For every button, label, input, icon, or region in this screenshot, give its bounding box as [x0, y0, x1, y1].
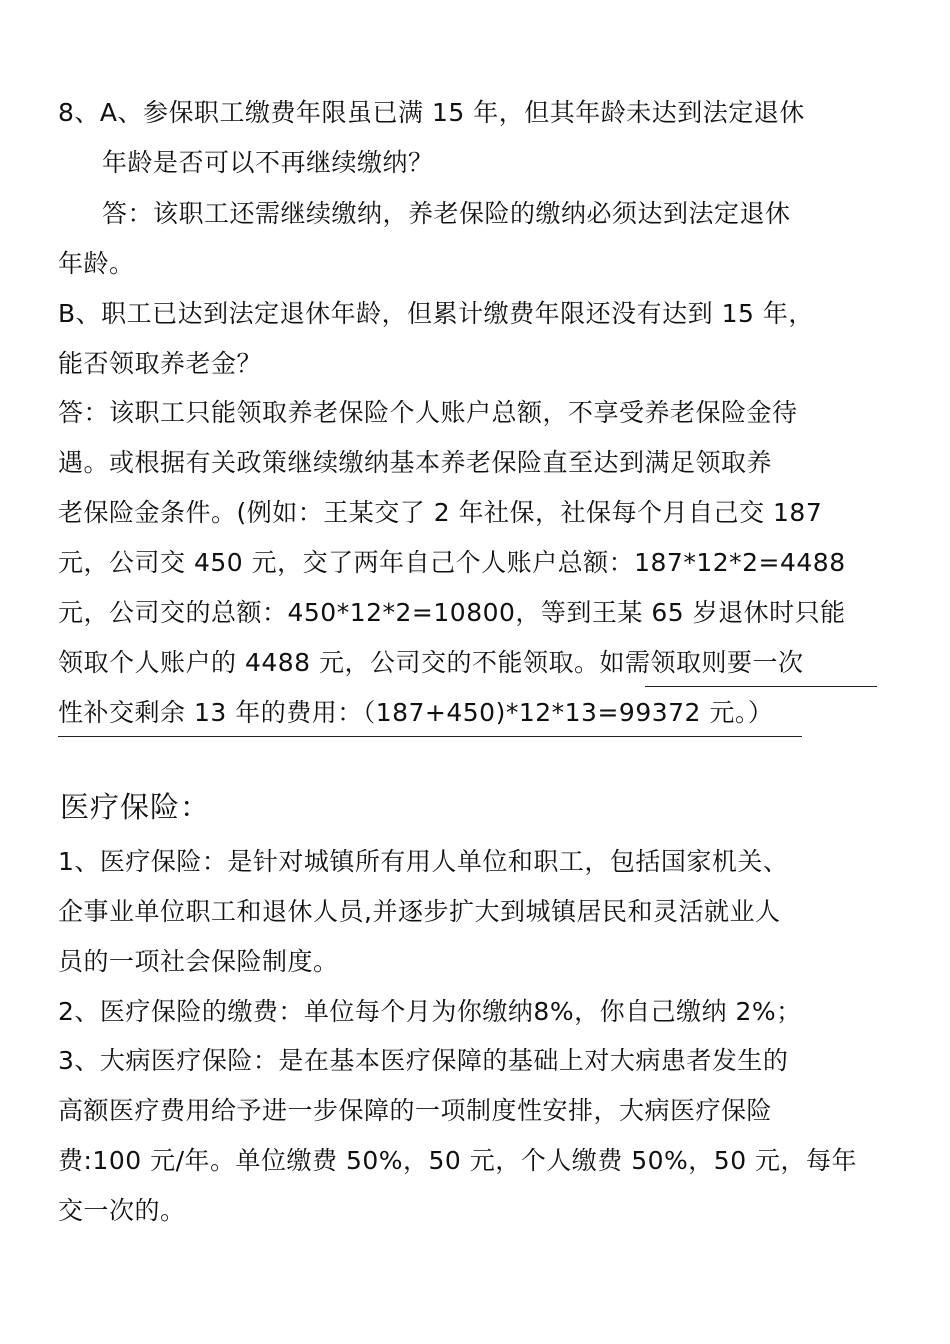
question-8a-line-1: 8、A、参保职工缴费年限虽已满 15 年，但其年龄未达到法定退休: [58, 98, 805, 127]
medical-item-3-line-4: 交一次的。: [58, 1196, 186, 1225]
answer-8b-line-3: 老保险金条件。(例如：王某交了 2 年社保，社保每个月自己交 187: [58, 498, 823, 527]
underline-segment-1: [645, 686, 877, 687]
medical-item-1-line-2: 企事业单位职工和退休人员,并逐步扩大到城镇居民和灵活就业人: [58, 897, 781, 926]
answer-8b-line-7: 性补交剩余 13 年的费用：（187+450)*12*13=99372 元。）: [58, 698, 774, 727]
question-8b-line-2: 能否领取养老金？: [58, 349, 263, 378]
underline-segment-2: [58, 736, 802, 737]
medical-item-3-line-1: 3、大病医疗保险：是在基本医疗保障的基础上对大病患者发生的: [58, 1046, 789, 1075]
question-8a-line-2: 年龄是否可以不再继续缴纳？: [102, 148, 434, 177]
medical-item-3-line-2: 高额医疗费用给予进一步保障的一项制度性安排，大病医疗保险: [58, 1096, 773, 1125]
answer-8b-line-5: 元，公司交的总额：450*12*2=10800，等到王某 65 岁退休时只能: [58, 598, 846, 627]
medical-item-1-line-1: 1、医疗保险：是针对城镇所有用人单位和职工，包括国家机关、: [58, 847, 789, 876]
question-8b-line-1: B、职工已达到法定退休年龄，但累计缴费年限还没有达到 15 年，: [58, 299, 814, 328]
medical-insurance-heading: 医疗保险：: [60, 790, 211, 824]
answer-8b-line-6: 领取个人账户的 4488 元，公司交的不能领取。如需领取则要一次: [58, 648, 804, 677]
answer-8b-line-1: 答：该职工只能领取养老保险个人账户总额，不享受养老保险金待: [58, 398, 798, 427]
medical-item-3-line-3: 费:100 元/年。单位缴费 50%，50 元，个人缴费 50%，50 元，每年: [58, 1146, 858, 1175]
answer-8a-line-1: 答：该职工还需继续缴纳，养老保险的缴纳必须达到法定退休: [102, 199, 791, 228]
answer-8a-line-2: 年龄。: [58, 249, 135, 278]
medical-item-1-line-3: 员的一项社会保险制度。: [58, 947, 339, 976]
medical-item-2-line-1: 2、医疗保险的缴费：单位每个月为你缴纳8%，你自己缴纳 2%；: [58, 997, 802, 1026]
answer-8b-line-2: 遇。或根据有关政策继续缴纳基本养老保险直至达到满足领取养: [58, 448, 773, 477]
answer-8b-line-4: 元，公司交 450 元，交了两年自己个人账户总额：187*12*2=4488: [58, 548, 846, 577]
